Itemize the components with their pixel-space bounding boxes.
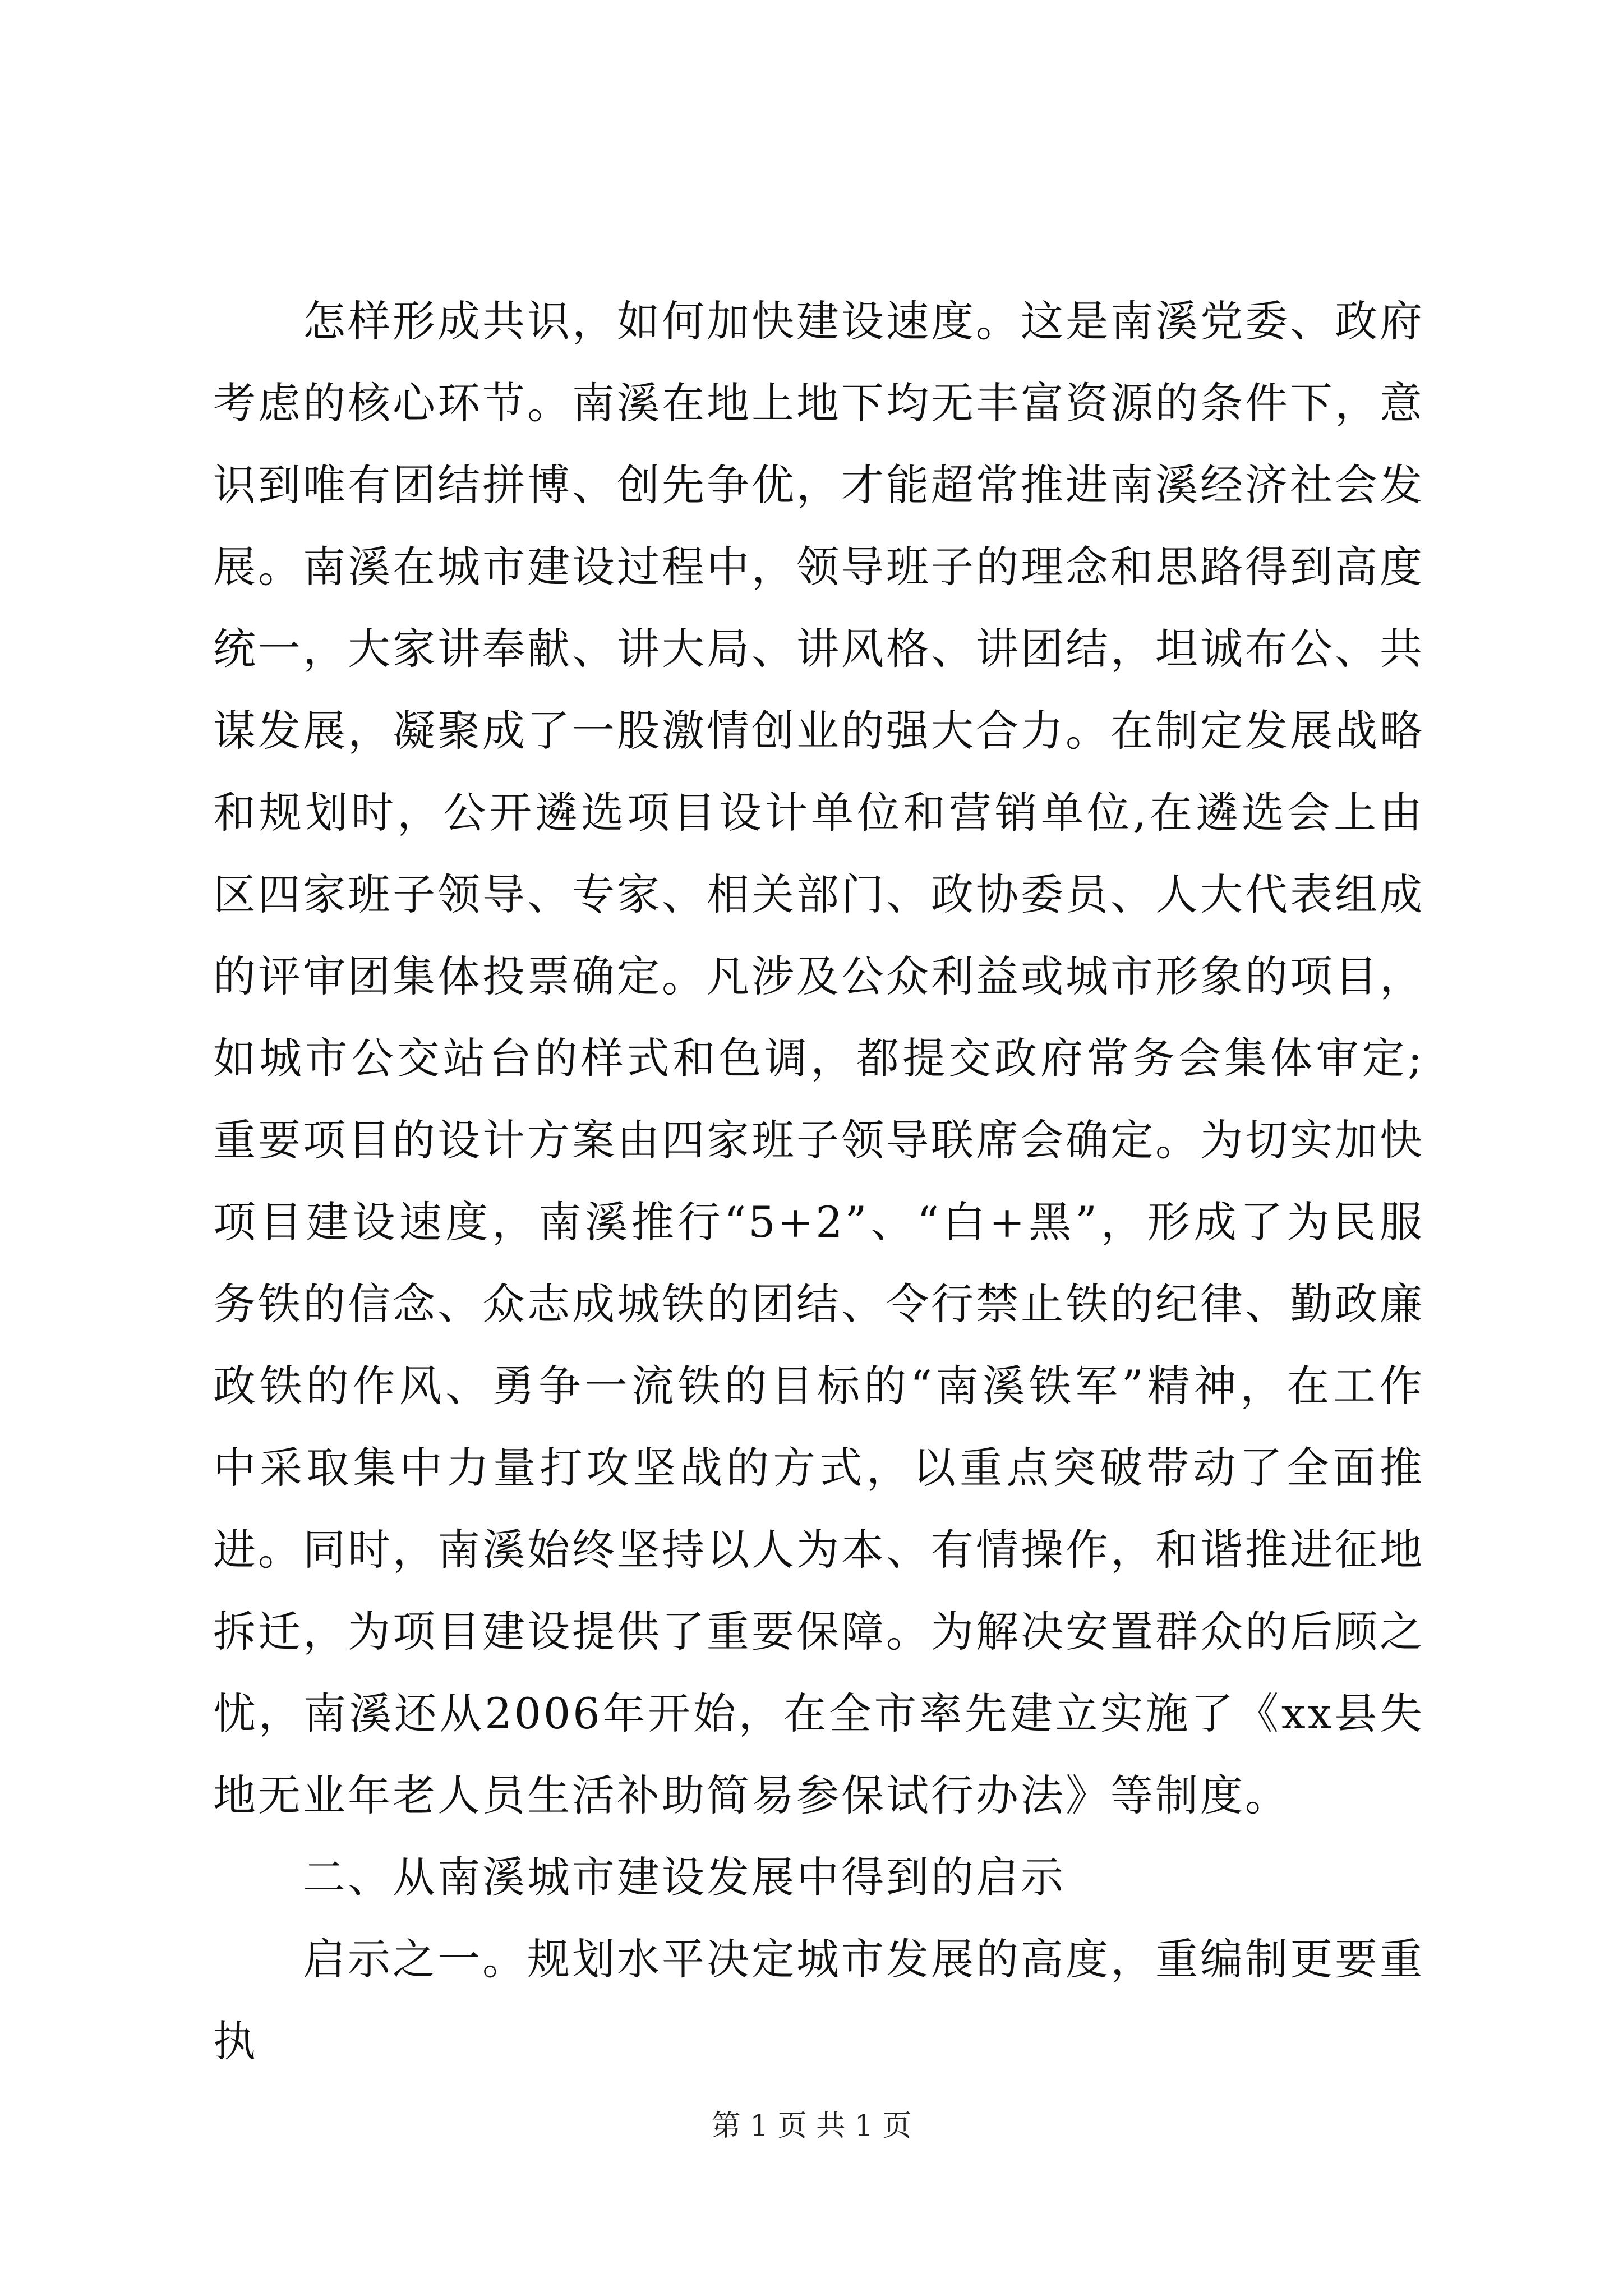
document-body (213, 280, 1424, 2082)
section-heading: 二、从南溪城市建设发展中得到的启示 (303, 1852, 1066, 1902)
paragraph-2: 启示之一。规划水平决定城市发展的高度，重编制更要重执 (213, 1934, 1424, 2066)
page-footer (0, 2106, 1623, 2146)
page-number-label: 第 1 页 共 1 页 (711, 2109, 912, 2143)
paragraph-1: 怎样形成共识，如何加快建设速度。这是南溪党委、政府考虑的核心环节。南溪在地上地下均无丰富资源的条件下，意识到唯有团结拼博、创先争优，才能超常推进南溪经济社会发展。南溪在城市建设过程中，领导班子的理念和思路得到高度统一，大家讲奉献、讲大局、讲风格、讲团结，坦诚布公、共谋发展，凝聚成了一股激情创业的强大合力。在制定发展战略和规划时，公开遴选项目设计单位和营销单位,在遴选会上由区四家班子领导、专家、相关部门、政协委员、人大代表组成的评审团集体投票确定。凡涉及公众利益或城市形象的项目，如城市公交站台的样式和色调，都提交政府常务会集体审定;重要项目的设计方案由四家班子领导联席会确定。为切实加快项目建设速度，南溪推行“5+2”、“白+黑”，形成了为民服务铁的信念、众志成城铁的团结、令行禁止铁的纪律、勤政廉政铁的作风、勇争一流铁的目标的“南溪铁军”精神，在工作中采取集中力量打攻坚战的方式，以重点突破带动了全面推进。同时，南溪始终坚持以人为本、有情操作，和谐推进征地拆迁，为项目建设提供了重要保障。为解决安置群众的后顾之忧，南溪还从2006年开始，在全市率先建立实施了《xx县失地无业年老人员生活补助简易参保试行办法》等制度。 (213, 296, 1424, 1820)
